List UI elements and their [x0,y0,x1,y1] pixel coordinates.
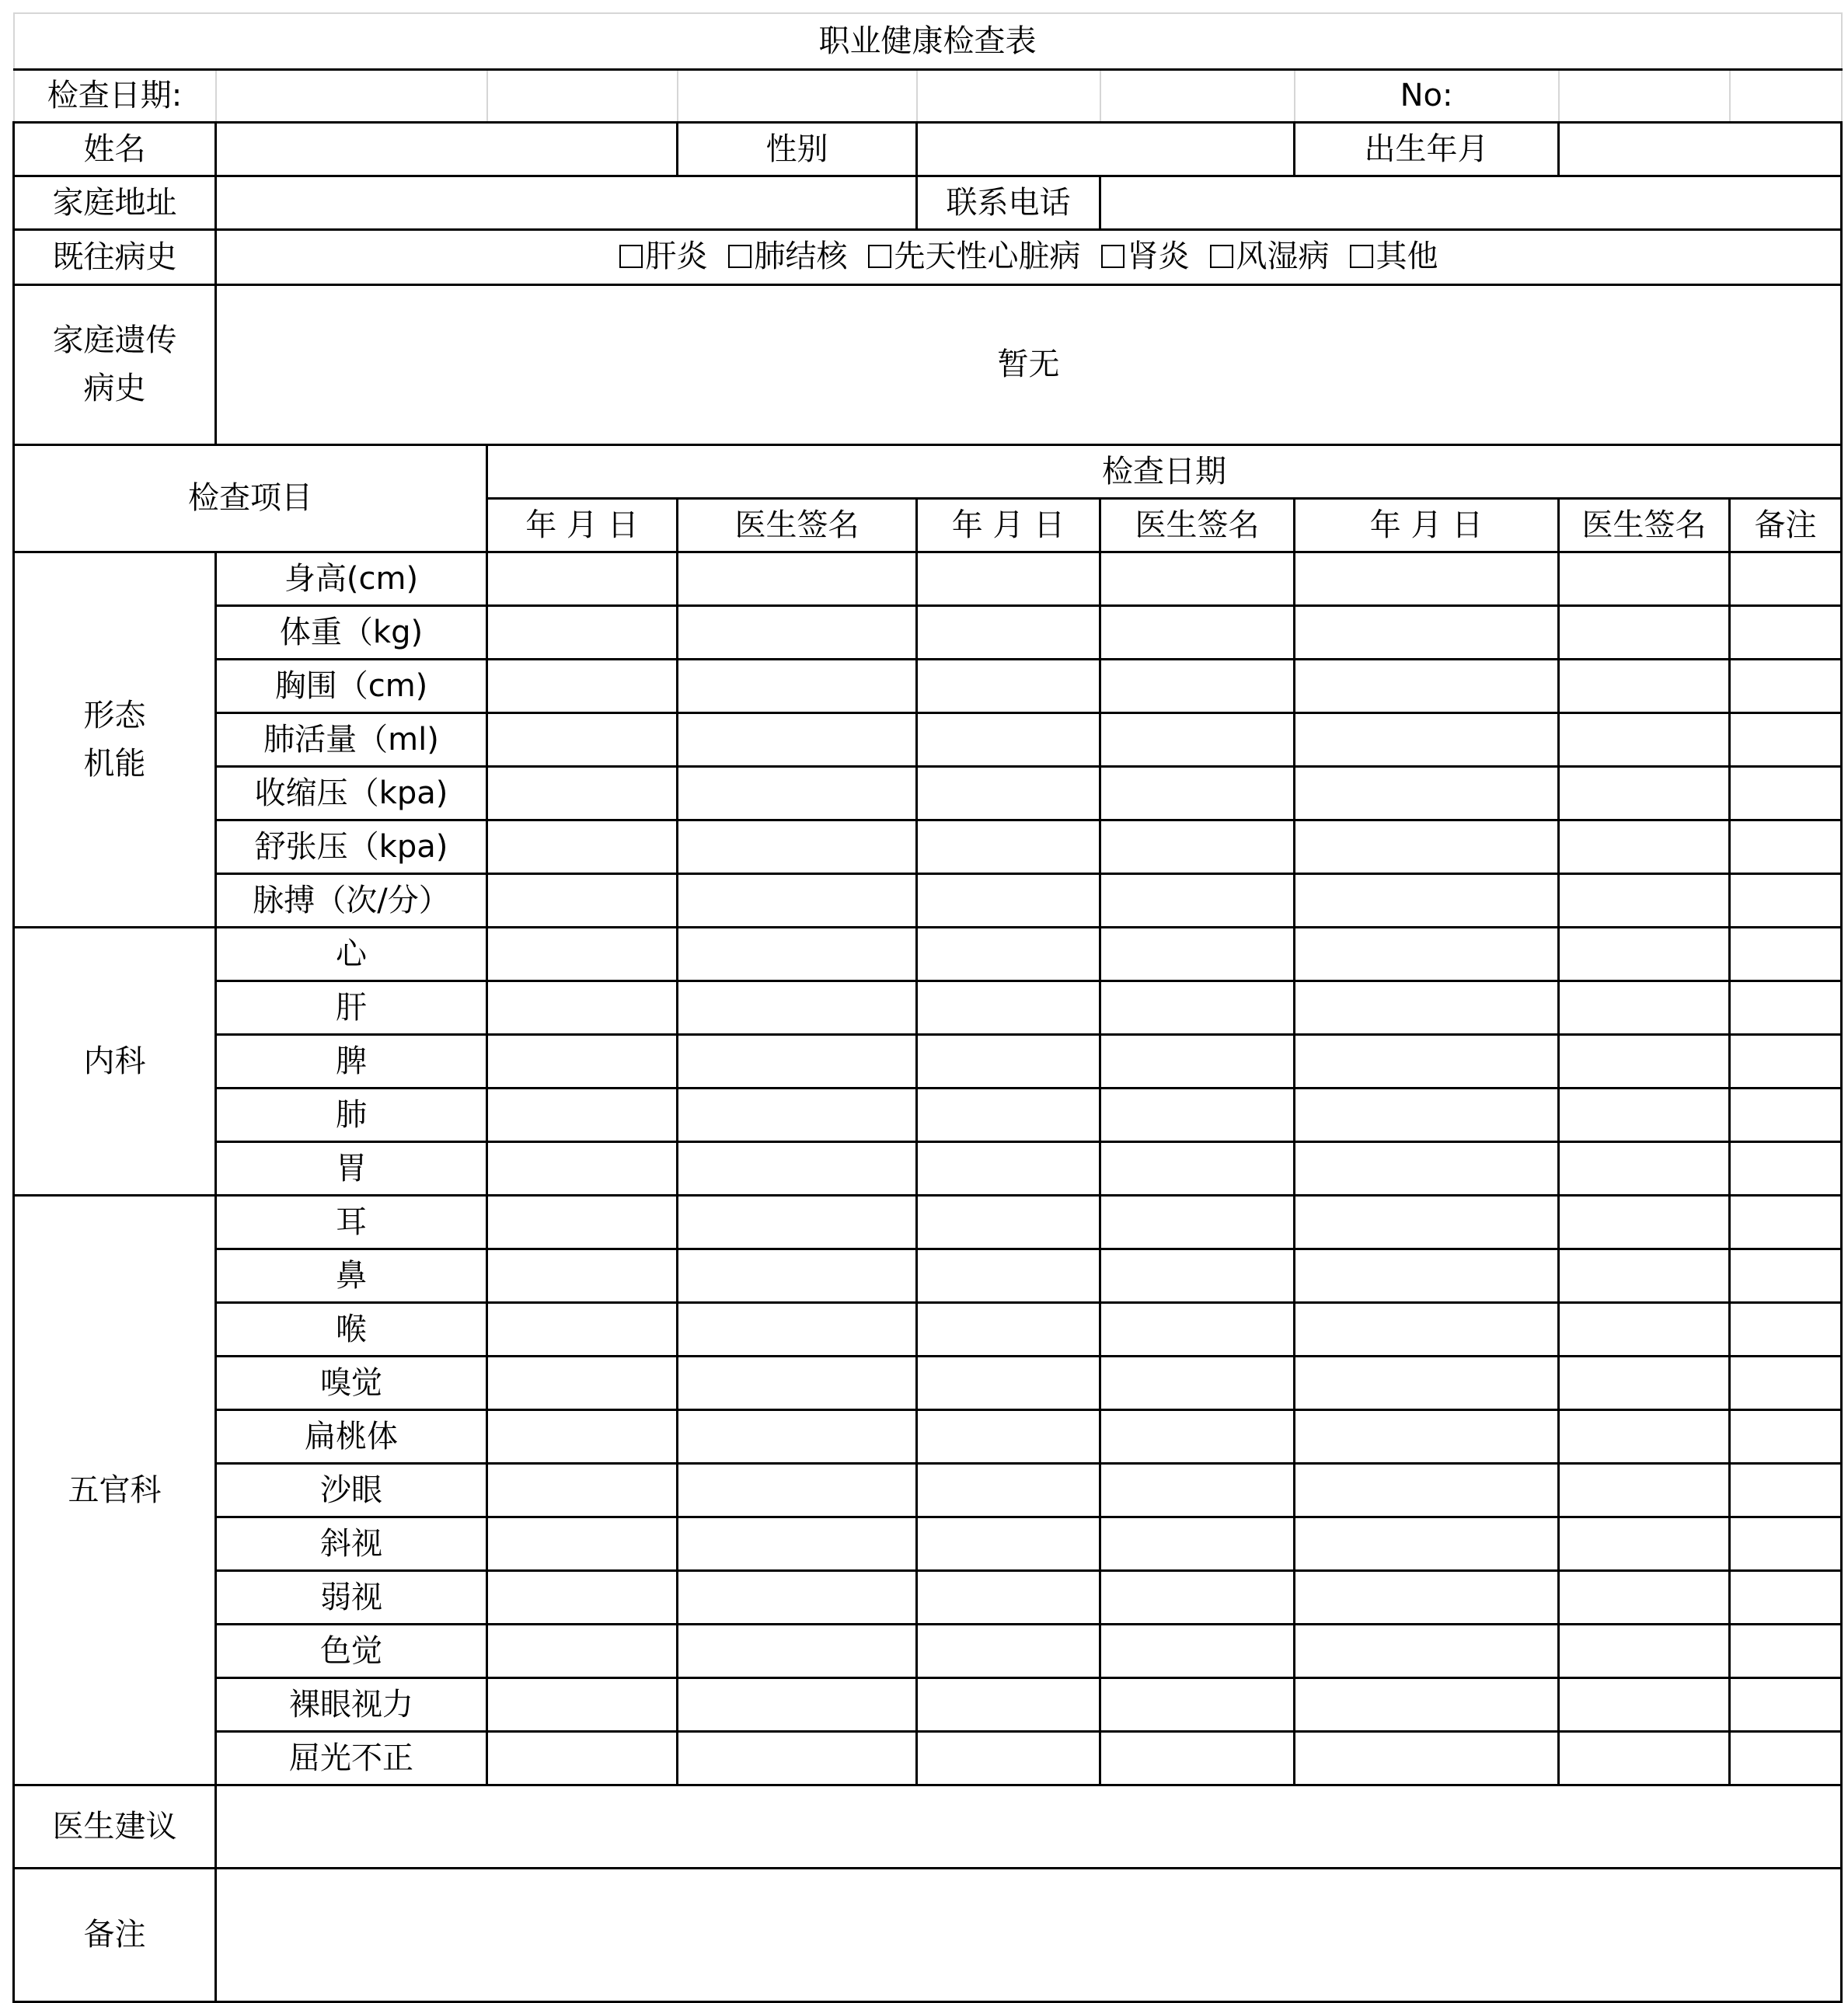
exam-entry-cell[interactable] [1559,1463,1730,1517]
exam-entry-cell[interactable] [1100,1088,1295,1141]
check-date-field[interactable] [487,69,678,122]
exam-entry-cell[interactable] [1295,552,1559,605]
check-date-field[interactable] [1100,69,1295,122]
exam-entry-cell[interactable] [917,1463,1100,1517]
table-row [14,820,1842,873]
exam-entry-cell[interactable] [1100,1677,1295,1731]
address-label: 家庭地址 [14,176,216,229]
phone-label: 联系电话 [917,176,1100,229]
genetic-history-label-line1: 家庭遗传 [52,322,177,358]
exam-entry-cell[interactable] [1730,1302,1842,1356]
exam-item-header: 检查项目 [14,444,487,552]
exam-entry-cell[interactable] [1730,712,1842,766]
exam-entry-cell[interactable] [487,605,678,659]
number-field[interactable] [1730,69,1842,122]
exam-entry-cell[interactable] [1730,1517,1842,1570]
exam-entry-cell[interactable] [1730,1624,1842,1677]
checkbox-icon[interactable] [619,245,643,268]
exam-entry-cell[interactable] [487,1624,678,1677]
exam-entry-cell[interactable] [1100,605,1295,659]
exam-entry-cell[interactable] [1730,927,1842,981]
exam-entry-cell[interactable] [1295,659,1559,712]
history-options [216,229,1842,284]
exam-entry-cell[interactable] [1559,981,1730,1034]
exam-entry-cell[interactable] [678,1249,917,1302]
birth-label: 出生年月 [1295,122,1559,176]
history-option[interactable] [1210,240,1330,273]
checkbox-icon[interactable] [728,245,751,268]
exam-entry-cell[interactable] [1730,552,1842,605]
exam-entry-cell[interactable] [1295,927,1559,981]
exam-sub-header: 年 月 日 [487,498,678,552]
exam-entry-cell[interactable] [487,659,678,712]
exam-entry-cell[interactable] [1295,1409,1559,1463]
exam-item-label: 收缩压（kpa) [216,766,487,820]
exam-entry-cell[interactable] [1295,766,1559,820]
exam-entry-cell[interactable] [1559,1034,1730,1088]
exam-entry-cell[interactable] [678,605,917,659]
exam-entry-cell[interactable] [1100,820,1295,873]
exam-item-label: 脾 [216,1034,487,1088]
exam-entry-cell[interactable] [1100,1034,1295,1088]
exam-entry-cell[interactable] [917,1624,1100,1677]
exam-entry-cell[interactable] [487,1463,678,1517]
exam-entry-cell[interactable] [917,605,1100,659]
table-row [14,927,1842,981]
exam-entry-cell[interactable] [1559,1302,1730,1356]
exam-entry-cell[interactable] [917,1302,1100,1356]
genetic-history-value[interactable]: 暂无 [216,284,1842,444]
exam-item-label: 沙眼 [216,1463,487,1517]
exam-entry-cell[interactable] [1100,927,1295,981]
table-row [14,1141,1842,1195]
exam-entry-cell[interactable] [1559,766,1730,820]
exam-entry-cell[interactable] [678,1409,917,1463]
exam-entry-cell[interactable] [1559,873,1730,927]
exam-sub-header: 备注 [1730,498,1842,552]
exam-entry-cell[interactable] [487,820,678,873]
exam-entry-cell[interactable] [917,659,1100,712]
exam-entry-cell[interactable] [1295,1570,1559,1624]
checkbox-icon[interactable] [1210,245,1233,268]
exam-entry-cell[interactable] [917,927,1100,981]
exam-entry-cell[interactable] [487,1731,678,1785]
name-field[interactable] [216,122,678,176]
table-row [14,552,1842,605]
exam-group-label [14,1195,216,1785]
exam-entry-cell[interactable] [487,1195,678,1249]
exam-entry-cell[interactable] [1730,605,1842,659]
exam-group-label [14,927,216,1195]
history-option[interactable] [1350,240,1438,273]
exam-item-label: 耳 [216,1195,487,1249]
table-row [14,1517,1842,1570]
exam-item-label: 体重（kg) [216,605,487,659]
history-option-label: 肝炎 [645,238,708,274]
exam-entry-cell[interactable] [1295,1677,1559,1731]
table-row [14,659,1842,712]
exam-entry-cell[interactable] [1559,1088,1730,1141]
exam-entry-cell[interactable] [1100,1249,1295,1302]
exam-entry-cell[interactable] [1295,981,1559,1034]
exam-entry-cell[interactable] [917,1195,1100,1249]
exam-entry-cell[interactable] [1295,1034,1559,1088]
exam-entry-cell[interactable] [1100,1195,1295,1249]
exam-entry-cell[interactable] [917,1034,1100,1088]
number-label: No: [1295,69,1559,122]
table-row [14,1195,1842,1249]
exam-entry-cell[interactable] [1100,981,1295,1034]
exam-entry-cell[interactable] [487,1570,678,1624]
table-row [14,1409,1842,1463]
check-date-field[interactable] [678,69,917,122]
remarks-label: 备注 [14,1868,216,2001]
exam-entry-cell[interactable] [1730,1249,1842,1302]
genetic-history-label-line2: 病史 [83,371,146,406]
exam-entry-cell[interactable] [1730,1141,1842,1195]
exam-entry-cell[interactable] [1100,873,1295,927]
exam-entry-cell[interactable] [487,1677,678,1731]
exam-entry-cell[interactable] [917,766,1100,820]
exam-group-label [14,552,216,927]
history-option-label: 风湿病 [1236,238,1330,274]
exam-entry-cell[interactable] [487,766,678,820]
checkbox-icon[interactable] [1101,245,1124,268]
exam-entry-cell[interactable] [1100,1463,1295,1517]
exam-entry-cell[interactable] [1559,1141,1730,1195]
exam-entry-cell[interactable] [1295,1356,1559,1409]
exam-sub-header: 年 月 日 [917,498,1100,552]
exam-entry-cell[interactable] [678,873,917,927]
exam-entry-cell[interactable] [917,981,1100,1034]
phone-field[interactable] [1100,176,1842,229]
exam-item-label: 斜视 [216,1517,487,1570]
history-option-label: 其他 [1376,238,1438,274]
exam-entry-cell[interactable] [1730,1356,1842,1409]
table-row [14,1302,1842,1356]
exam-entry-cell[interactable] [1730,1570,1842,1624]
exam-entry-cell[interactable] [1295,1195,1559,1249]
exam-entry-cell[interactable] [917,552,1100,605]
exam-entry-cell[interactable] [678,1517,917,1570]
exam-group-label-line1: 内科 [83,1043,146,1079]
exam-entry-cell[interactable] [487,981,678,1034]
exam-entry-cell[interactable] [1730,820,1842,873]
table-row [14,1249,1842,1302]
exam-entry-cell[interactable] [1295,1731,1559,1785]
exam-entry-cell[interactable] [1730,1034,1842,1088]
exam-entry-cell[interactable] [678,1463,917,1517]
exam-item-label: 扁桃体 [216,1409,487,1463]
exam-entry-cell[interactable] [678,1302,917,1356]
exam-entry-cell[interactable] [1100,1731,1295,1785]
exam-entry-cell[interactable] [678,552,917,605]
gender-label: 性别 [678,122,917,176]
exam-entry-cell[interactable] [1295,1463,1559,1517]
exam-entry-cell[interactable] [1559,1249,1730,1302]
exam-sub-header: 医生签名 [1559,498,1730,552]
history-option[interactable] [1101,240,1190,273]
exam-entry-cell[interactable] [1559,712,1730,766]
exam-entry-cell[interactable] [1730,981,1842,1034]
exam-item-label: 身高(cm) [216,552,487,605]
exam-entry-cell[interactable] [487,927,678,981]
exam-entry-cell[interactable] [1100,552,1295,605]
exam-entry-cell[interactable] [1295,1624,1559,1677]
exam-entry-cell[interactable] [678,1570,917,1624]
exam-entry-cell[interactable] [1730,659,1842,712]
exam-entry-cell[interactable] [1295,1141,1559,1195]
exam-item-label: 肝 [216,981,487,1034]
table-row [14,1356,1842,1409]
exam-group-label-line2: 机能 [83,745,146,782]
exam-entry-cell[interactable] [1559,1356,1730,1409]
exam-entry-cell[interactable] [917,1731,1100,1785]
exam-entry-cell[interactable] [917,1249,1100,1302]
exam-entry-cell[interactable] [1100,1570,1295,1624]
exam-entry-cell[interactable] [1100,1302,1295,1356]
history-option-label: 肾炎 [1127,238,1190,274]
exam-entry-cell[interactable] [1559,1570,1730,1624]
table-row [14,1088,1842,1141]
history-option[interactable] [619,240,708,273]
exam-entry-cell[interactable] [678,766,917,820]
table-row [14,1034,1842,1088]
exam-entry-cell[interactable] [1559,1517,1730,1570]
exam-entry-cell[interactable] [1295,712,1559,766]
exam-entry-cell[interactable] [1100,1517,1295,1570]
exam-entry-cell[interactable] [487,1034,678,1088]
history-option-label: 肺结核 [754,238,848,274]
exam-entry-cell[interactable] [1730,1677,1842,1731]
exam-entry-cell[interactable] [1559,552,1730,605]
exam-item-label: 嗅觉 [216,1356,487,1409]
exam-entry-cell[interactable] [917,873,1100,927]
birth-field[interactable] [1559,122,1842,176]
exam-entry-cell[interactable] [678,712,917,766]
exam-entry-cell[interactable] [1295,1517,1559,1570]
exam-entry-cell[interactable] [1295,873,1559,927]
exam-entry-cell[interactable] [1559,1195,1730,1249]
table-row [14,981,1842,1034]
history-checkbox-group [619,240,1438,273]
history-label: 既往病史 [14,229,216,284]
exam-entry-cell[interactable] [917,712,1100,766]
checkbox-icon[interactable] [1350,245,1373,268]
exam-entry-cell[interactable] [487,873,678,927]
exam-item-label: 肺 [216,1088,487,1141]
exam-entry-cell[interactable] [1100,1141,1295,1195]
exam-entry-cell[interactable] [678,1356,917,1409]
check-date-label: 检查日期: [14,69,216,122]
exam-entry-cell[interactable] [1559,605,1730,659]
remarks-field[interactable] [216,1868,1842,2001]
exam-entry-cell[interactable] [1559,820,1730,873]
exam-entry-cell[interactable] [1100,1409,1295,1463]
exam-item-label: 裸眼视力 [216,1677,487,1731]
table-row [14,873,1842,927]
exam-item-label: 肺活量（ml) [216,712,487,766]
exam-entry-cell[interactable] [487,1249,678,1302]
exam-entry-cell[interactable] [1295,605,1559,659]
exam-entry-cell[interactable] [1295,1249,1559,1302]
exam-entry-cell[interactable] [917,1141,1100,1195]
exam-group-label-line1: 形态 [83,697,146,733]
gender-field[interactable] [917,122,1295,176]
exam-item-label: 舒张压（kpa) [216,820,487,873]
table-row [14,1570,1842,1624]
exam-entry-cell[interactable] [487,1302,678,1356]
exam-entry-cell[interactable] [917,1088,1100,1141]
exam-entry-cell[interactable] [487,1356,678,1409]
doctor-advice-label: 医生建议 [14,1785,216,1868]
table-row [14,605,1842,659]
exam-entry-cell[interactable] [678,1677,917,1731]
exam-entry-cell[interactable] [678,1034,917,1088]
exam-entry-cell[interactable] [678,1088,917,1141]
exam-entry-cell[interactable] [1730,766,1842,820]
exam-item-label: 胃 [216,1141,487,1195]
exam-entry-cell[interactable] [1559,1409,1730,1463]
exam-entry-cell[interactable] [1730,873,1842,927]
exam-entry-cell[interactable] [1559,1677,1730,1731]
exam-item-label: 胸围（cm) [216,659,487,712]
exam-entry-cell[interactable] [678,981,917,1034]
table-row [14,1677,1842,1731]
exam-entry-cell[interactable] [1100,1356,1295,1409]
exam-entry-cell[interactable] [917,1356,1100,1409]
exam-entry-cell[interactable] [917,1409,1100,1463]
exam-entry-cell[interactable] [1730,1463,1842,1517]
history-option[interactable] [728,240,848,273]
number-field[interactable] [1559,69,1730,122]
exam-entry-cell[interactable] [1100,659,1295,712]
exam-date-header: 检查日期 [487,444,1842,498]
exam-item-label: 鼻 [216,1249,487,1302]
address-field[interactable] [216,176,917,229]
exam-entry-cell[interactable] [1295,1088,1559,1141]
exam-entry-cell[interactable] [487,1517,678,1570]
check-date-field[interactable] [216,69,487,122]
exam-entry-cell[interactable] [1730,1195,1842,1249]
table-row [14,712,1842,766]
table-row [14,1731,1842,1785]
exam-entry-cell[interactable] [1100,712,1295,766]
exam-item-label: 心 [216,927,487,981]
exam-entry-cell[interactable] [678,659,917,712]
exam-entry-cell[interactable] [487,552,678,605]
form-title: 职业健康检查表 [14,13,1842,69]
exam-entry-cell[interactable] [917,820,1100,873]
exam-entry-cell[interactable] [678,1731,917,1785]
exam-item-label: 喉 [216,1302,487,1356]
exam-entry-cell[interactable] [1295,820,1559,873]
checkbox-icon[interactable] [868,245,891,268]
exam-entry-cell[interactable] [917,1677,1100,1731]
exam-entry-cell[interactable] [487,1088,678,1141]
exam-entry-cell[interactable] [678,1624,917,1677]
exam-entry-cell[interactable] [487,1409,678,1463]
exam-entry-cell[interactable] [1730,1731,1842,1785]
exam-entry-cell[interactable] [1559,1731,1730,1785]
exam-entry-cell[interactable] [1730,1088,1842,1141]
exam-entry-cell[interactable] [1559,1624,1730,1677]
exam-entry-cell[interactable] [487,1141,678,1195]
exam-entry-cell[interactable] [1100,1624,1295,1677]
exam-entry-cell[interactable] [678,1195,917,1249]
exam-group-label-line1: 五官科 [68,1472,162,1508]
exam-entry-cell[interactable] [1559,927,1730,981]
health-check-form [12,12,1843,2003]
table-row [14,1463,1842,1517]
exam-entry-cell[interactable] [1559,659,1730,712]
exam-entry-cell[interactable] [917,1570,1100,1624]
table-row [14,1624,1842,1677]
check-date-field[interactable] [917,69,1100,122]
exam-item-label: 脉搏（次/分） [216,873,487,927]
exam-entry-cell[interactable] [1730,1409,1842,1463]
exam-entry-cell[interactable] [1295,1302,1559,1356]
exam-sub-header: 年 月 日 [1295,498,1559,552]
genetic-history-label [14,284,216,444]
exam-sub-header: 医生签名 [678,498,917,552]
exam-item-label: 弱视 [216,1570,487,1624]
history-option[interactable] [868,240,1081,273]
name-label: 姓名 [14,122,216,176]
exam-entry-cell[interactable] [487,712,678,766]
exam-item-label: 屈光不正 [216,1731,487,1785]
exam-entry-cell[interactable] [1100,766,1295,820]
exam-entry-cell[interactable] [678,1141,917,1195]
exam-item-label: 色觉 [216,1624,487,1677]
exam-sub-header: 医生签名 [1100,498,1295,552]
doctor-advice-field[interactable] [216,1785,1842,1868]
history-option-label: 先天性心脏病 [894,238,1081,274]
table-row [14,766,1842,820]
exam-entry-cell[interactable] [678,820,917,873]
exam-entry-cell[interactable] [678,927,917,981]
exam-entry-cell[interactable] [917,1517,1100,1570]
